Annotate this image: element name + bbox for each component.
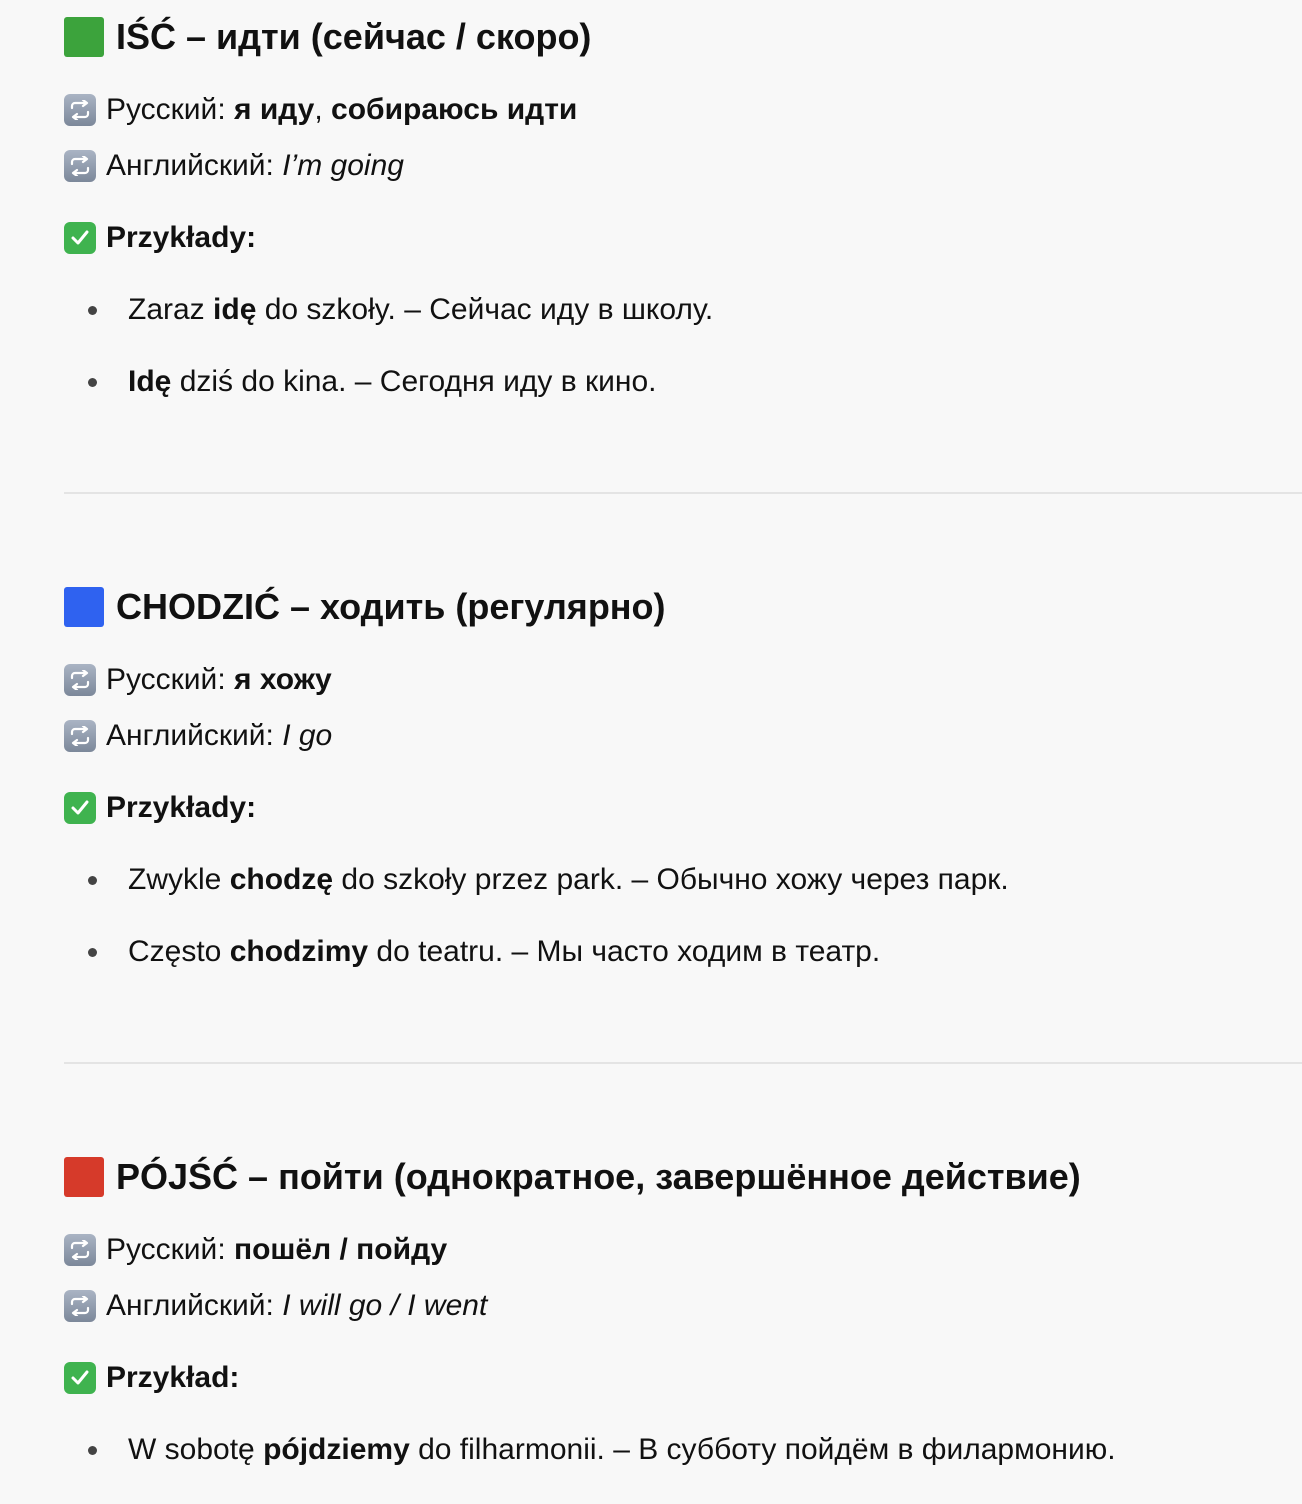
section-heading: [64, 584, 1302, 630]
examples-heading: [64, 1358, 1302, 1398]
russian-separator: ,: [314, 93, 332, 126]
english-value: I’m going: [282, 149, 404, 182]
examples-label: Przykłady:: [106, 221, 257, 254]
green-square-icon: [64, 17, 104, 57]
repeat-icon: [64, 720, 96, 752]
russian-label: Русский:: [106, 1233, 234, 1266]
divider: [64, 1062, 1302, 1064]
russian-label: Русский:: [106, 93, 234, 126]
list-item: [64, 290, 1302, 330]
russian-value-2: собираюсь идти: [331, 93, 578, 126]
russian-translation: [64, 660, 1302, 700]
russian-label: Русский:: [106, 663, 234, 696]
example-text: do teatru. – Мы часто ходим в театр.: [368, 935, 881, 968]
bullet-icon: [88, 306, 97, 315]
example-text: Zaraz: [128, 293, 214, 326]
section-isc: [64, 14, 1302, 402]
bullet-icon: [88, 948, 97, 957]
section-title: CHODZIĆ – ходить (регулярно): [116, 586, 666, 627]
english-label: Английский:: [106, 149, 283, 182]
examples-heading: [64, 218, 1302, 258]
example-text: Zwykle: [128, 863, 230, 896]
list-item: [64, 860, 1302, 900]
russian-translation: [64, 1230, 1302, 1270]
section-title: IŚĆ – идти (сейчас / скоро): [116, 16, 592, 57]
example-text: Często: [128, 935, 230, 968]
russian-value: я иду: [233, 93, 315, 126]
blue-square-icon: [64, 587, 104, 627]
check-mark-icon: [64, 792, 96, 824]
examples-heading: [64, 788, 1302, 828]
check-mark-icon: [64, 1362, 96, 1394]
example-verb: pójdziemy: [263, 1433, 410, 1466]
section-heading: [64, 14, 1302, 60]
repeat-icon: [64, 94, 96, 126]
example-verb: chodzimy: [229, 935, 369, 968]
bullet-icon: [88, 1446, 97, 1455]
english-translation: [64, 146, 1302, 186]
examples-list: [64, 1430, 1302, 1470]
russian-value: пошёл / пойду: [233, 1233, 448, 1266]
red-square-icon: [64, 1157, 104, 1197]
example-verb: idę: [213, 293, 257, 326]
example-verb: Idę: [128, 365, 172, 398]
check-mark-icon: [64, 222, 96, 254]
russian-value: я хожу: [233, 663, 332, 696]
example-text: dziś do kina. – Сегодня иду в кино.: [171, 365, 657, 398]
example-text: W sobotę: [128, 1433, 264, 1466]
english-translation: [64, 1286, 1302, 1326]
bullet-icon: [88, 876, 97, 885]
english-translation: [64, 716, 1302, 756]
examples-label: Przykład:: [106, 1361, 240, 1394]
example-text: do filharmonii. – В субботу пойдём в филармонию.: [409, 1433, 1116, 1466]
example-text: do szkoły. – Сейчас иду в школу.: [256, 293, 714, 326]
russian-translation: [64, 90, 1302, 130]
list-item: [64, 932, 1302, 972]
examples-list: [64, 860, 1302, 972]
section-heading: [64, 1154, 1302, 1200]
repeat-icon: [64, 1234, 96, 1266]
repeat-icon: [64, 150, 96, 182]
english-value: I go: [282, 719, 333, 752]
list-item: [64, 362, 1302, 402]
bullet-icon: [88, 378, 97, 387]
examples-list: [64, 290, 1302, 402]
english-label: Английский:: [106, 719, 283, 752]
list-item: [64, 1430, 1302, 1470]
section-pojsc: [64, 1154, 1302, 1470]
english-value: I will go / I went: [282, 1289, 488, 1322]
english-label: Английский:: [106, 1289, 283, 1322]
examples-label: Przykłady:: [106, 791, 257, 824]
example-text: do szkoły przez park. – Обычно хожу через парк.: [333, 863, 1009, 896]
section-chodzic: [64, 584, 1302, 972]
example-verb: chodzę: [229, 863, 334, 896]
section-title: PÓJŚĆ – пойти (однократное, завершённое действие): [116, 1156, 1081, 1197]
repeat-icon: [64, 1290, 96, 1322]
divider: [64, 492, 1302, 494]
repeat-icon: [64, 664, 96, 696]
